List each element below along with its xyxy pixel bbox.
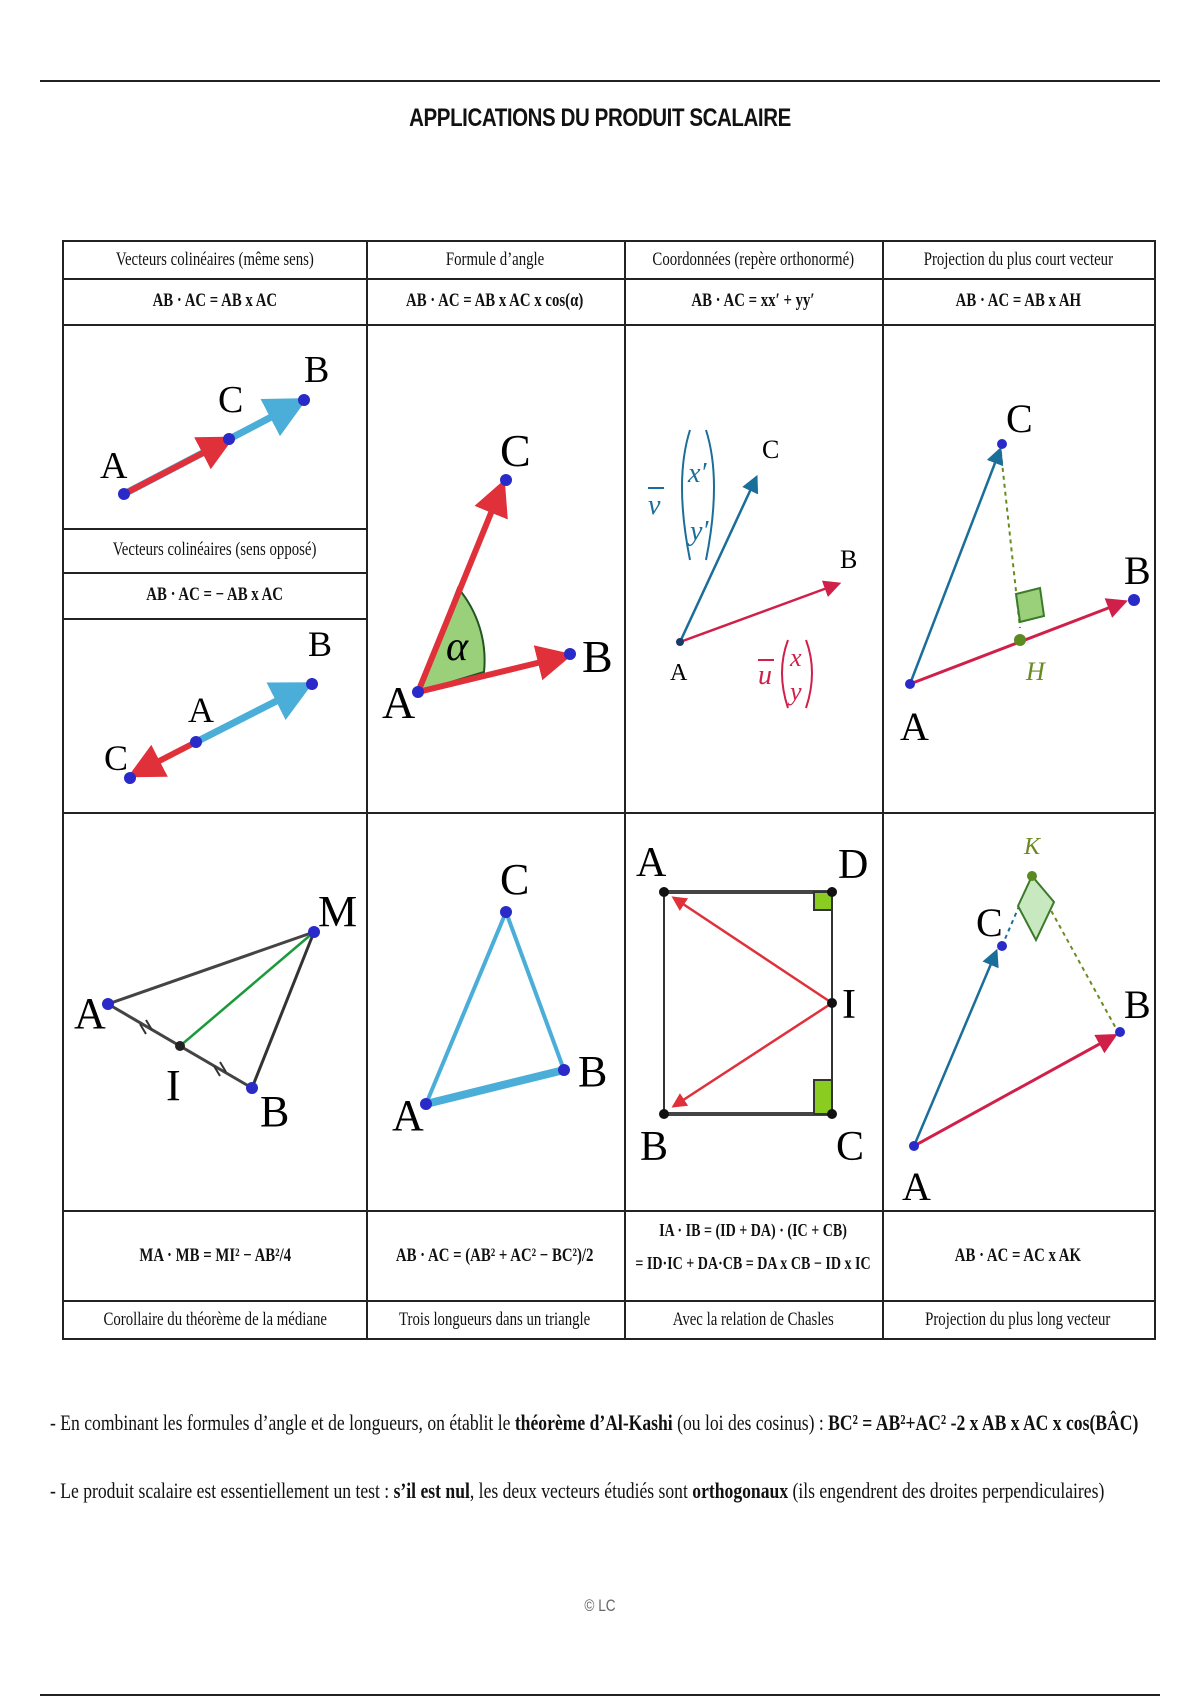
- header-col1b: Vecteurs colinéaires (sens opposé): [113, 539, 317, 560]
- formula-bottom1: MA · MB = MI² − AB²/4: [139, 1245, 291, 1266]
- label-A: A: [900, 704, 929, 749]
- figure-coordinates: [648, 430, 857, 708]
- label-C: C: [500, 425, 531, 476]
- page-title: APPLICATIONS DU PRODUIT SCALAIRE: [409, 104, 791, 132]
- label-u: u: [758, 660, 772, 691]
- label-C: C: [836, 1124, 865, 1170]
- label-A: A: [100, 445, 128, 487]
- label-A: A: [636, 840, 667, 886]
- formula-bottom3b: = ID·IC + DA·CB = DA x CB − ID x IC: [635, 1253, 871, 1273]
- figure-chasles: [636, 840, 868, 1170]
- figure-angle: [382, 425, 613, 728]
- formula-bottom3a: IA · IB = (ID + DA) · (IC + CB): [659, 1220, 847, 1240]
- label-D: D: [838, 842, 869, 888]
- label-A: A: [902, 1164, 931, 1209]
- label-A: A: [74, 989, 106, 1038]
- label-M: M: [318, 887, 358, 936]
- label-H: H: [1026, 657, 1045, 686]
- label-B: B: [260, 1087, 290, 1136]
- label-B: B: [640, 1124, 669, 1170]
- label-A: A: [188, 690, 214, 730]
- figure-projection-long: [902, 834, 1151, 1209]
- footer-col2: Trois longueurs dans un triangle: [399, 1309, 591, 1330]
- formula-col1: AB · AC = AB x AC: [152, 290, 278, 311]
- label-C: C: [218, 379, 244, 421]
- footer-col1: Corollaire du théorème de la médiane: [103, 1309, 327, 1330]
- note-al-kashi: - En combinant les formules d’angle et de longueurs, on établit le théorème d’Al-Kashi (ou loi des cosinus) : BC² = AB²+AC² -2 x AB x AC x cos(BÂC): [50, 1410, 1139, 1435]
- label-y: y: [790, 677, 802, 706]
- formula-col2: AB · AC = AB x AC x cos(α): [406, 290, 584, 311]
- header-col2: Formule d’angle: [445, 249, 545, 270]
- label-A: A: [382, 677, 416, 728]
- label-C: C: [1006, 396, 1033, 441]
- formula-col1b: AB · AC = − AB x AC: [146, 584, 284, 605]
- figure-triangle: [392, 855, 607, 1140]
- label-xp: x′: [688, 458, 707, 489]
- label-A: A: [392, 1091, 424, 1140]
- label-I: I: [166, 1061, 181, 1110]
- label-x: x: [790, 643, 802, 672]
- label-B: B: [1124, 548, 1151, 593]
- label-I: I: [842, 982, 856, 1028]
- label-A: A: [670, 660, 688, 686]
- formula-bottom2: AB · AC = (AB² + AC² − BC²)/2: [396, 1245, 594, 1266]
- label-B: B: [308, 624, 333, 664]
- label-alpha: α: [446, 624, 469, 670]
- footer-col4: Projection du plus long vecteur: [925, 1309, 1111, 1330]
- label-B: B: [582, 631, 613, 682]
- figure-collinear-opposite: [104, 624, 332, 784]
- formula-bottom4: AB · AC = AC x AK: [954, 1245, 1082, 1266]
- figure-median: [74, 887, 357, 1136]
- label-C: C: [976, 900, 1003, 945]
- header-col1: Vecteurs colinéaires (même sens): [116, 249, 314, 270]
- formula-col4: AB · AC = AB x AH: [955, 290, 1081, 311]
- figure-collinear-same: [100, 349, 329, 500]
- header-col4: Projection du plus court vecteur: [923, 249, 1113, 270]
- label-C: C: [104, 738, 129, 778]
- note-orthogonal: - Le produit scalaire est essentiellement un test : s’il est nul, les deux vecteurs étudiés sont orthogonaux (ils engendrent des droites perpendiculaires): [50, 1478, 1105, 1503]
- label-C: C: [500, 855, 530, 904]
- label-K: K: [1024, 834, 1041, 860]
- copyright: © LC: [584, 1596, 616, 1615]
- figure-projection-short: [900, 396, 1151, 749]
- footer-col3: Avec la relation de Chasles: [672, 1309, 834, 1330]
- label-C: C: [762, 435, 780, 464]
- header-col3: Coordonnées (repère orthonormé): [652, 249, 854, 270]
- label-B: B: [1124, 982, 1151, 1027]
- label-yp: y′: [690, 516, 709, 547]
- formula-col3: AB · AC = xx′ + yy′: [691, 290, 815, 311]
- bottom-rule: [40, 1694, 1160, 1696]
- label-B: B: [578, 1047, 608, 1096]
- label-B: B: [304, 349, 330, 391]
- label-v: v: [648, 490, 661, 521]
- label-B: B: [840, 545, 858, 574]
